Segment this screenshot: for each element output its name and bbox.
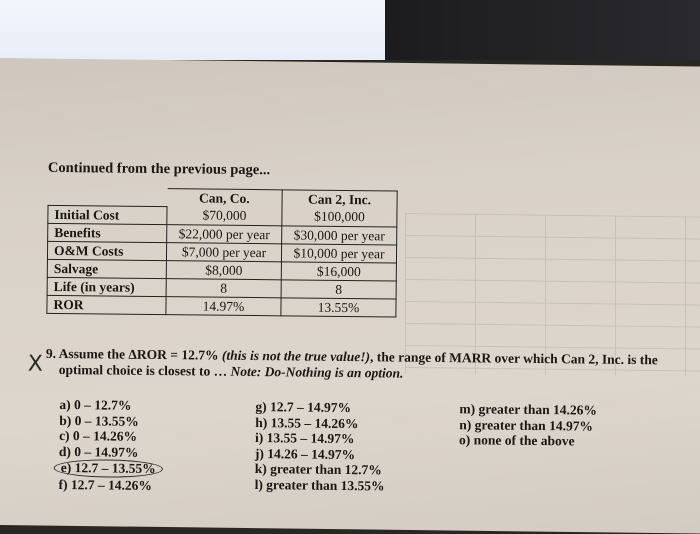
option-c: c) 0 – 14.26% bbox=[59, 428, 138, 444]
question-stem-end: , the range of MARR over which Can 2, Inc. is the bbox=[369, 349, 658, 368]
handwritten-x-mark: X bbox=[27, 351, 44, 377]
row-label: Salvage bbox=[47, 259, 166, 278]
row-label: Benefits bbox=[48, 223, 167, 242]
option-f: f) 12.7 – 14.26% bbox=[58, 476, 153, 493]
cell-can2: 8 bbox=[281, 279, 396, 298]
options-column-3 bbox=[459, 401, 597, 449]
cell-can-co: 8 bbox=[166, 278, 281, 297]
cell-can2: $100,000 bbox=[282, 207, 397, 226]
cell-can2: $16,000 bbox=[281, 261, 396, 280]
options-column-1 bbox=[59, 397, 164, 493]
option-d: d) 0 – 14.97% bbox=[58, 443, 139, 460]
option-h: h) 13.55 – 14.26% bbox=[255, 414, 359, 431]
cell-can-co: $7,000 per year bbox=[166, 242, 281, 261]
question-stem-cont: optimal choice is closest to … bbox=[58, 361, 231, 379]
option-e: e) 12.7 – 13.55% bbox=[54, 459, 163, 478]
option-e-circled bbox=[59, 459, 163, 478]
option-o: o) none of the above bbox=[459, 432, 575, 449]
option-a: a) 0 – 12.7% bbox=[59, 397, 132, 413]
cell-can2: $10,000 per year bbox=[281, 243, 396, 262]
header-can-co: Can, Co. bbox=[167, 189, 282, 208]
page-heading: Continued from the previous page... bbox=[47, 159, 271, 179]
option-i: i) 13.55 – 14.97% bbox=[255, 430, 355, 447]
row-label: O&M Costs bbox=[47, 241, 166, 260]
cell-can-co: $8,000 bbox=[166, 260, 281, 279]
question-text bbox=[46, 346, 658, 383]
cell-can2: $30,000 per year bbox=[282, 225, 397, 244]
header-blank bbox=[48, 187, 167, 206]
comparison-table bbox=[46, 187, 397, 317]
cell-can2: 13.55% bbox=[281, 297, 396, 316]
options-column-2 bbox=[255, 399, 386, 493]
question-emphasis: (this is not the true value!) bbox=[221, 347, 371, 365]
question-stem-start: 9. Assume the ΔROR = 12.7% bbox=[45, 345, 222, 363]
option-b: b) 0 – 13.55% bbox=[59, 412, 139, 429]
cell-can-co: $22,000 per year bbox=[167, 224, 282, 243]
table-row bbox=[47, 295, 396, 317]
option-j: j) 14.26 – 14.97% bbox=[254, 445, 356, 462]
row-label: Initial Cost bbox=[48, 205, 167, 224]
cell-can-co: $70,000 bbox=[167, 206, 282, 225]
option-g: g) 12.7 – 14.97% bbox=[255, 399, 352, 416]
option-l: l) greater than 13.55% bbox=[254, 476, 385, 493]
row-label: Life (in years) bbox=[47, 277, 166, 296]
question-note: Note: Do-Nothing is an option. bbox=[230, 363, 404, 381]
option-m: m) greater than 14.26% bbox=[459, 401, 597, 418]
row-label: ROR bbox=[47, 295, 166, 314]
option-n: n) greater than 14.97% bbox=[459, 416, 594, 434]
option-k: k) greater than 12.7% bbox=[254, 461, 382, 478]
cell-can-co: 14.97% bbox=[166, 296, 281, 315]
header-can2: Can 2, Inc. bbox=[282, 190, 397, 209]
